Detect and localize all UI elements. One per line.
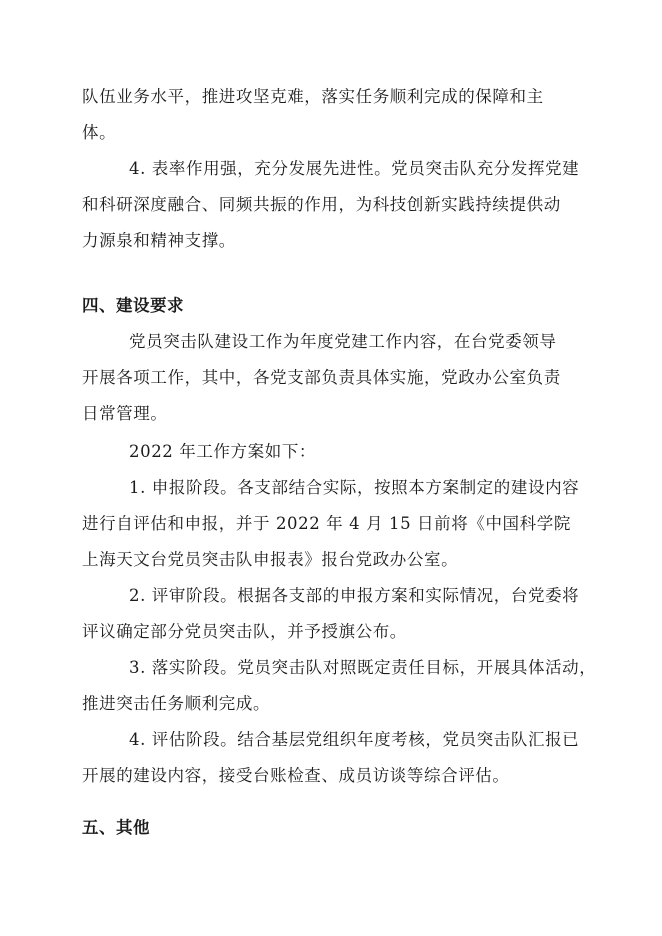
step-line: 上海天文台党员突击队申报表》报台党政办公室。 — [82, 550, 459, 569]
paragraph-line: 体。 — [82, 123, 117, 142]
step-line: 4. 评估阶段。结合基层党组织年度考核，党员突击队汇报已 — [129, 730, 580, 749]
paragraph-line: 和科研深度融合、同频共振的作用，为科技创新实践持续提供动 — [82, 195, 561, 214]
paragraph-line: 力源泉和精神支撑。 — [82, 231, 236, 250]
step-line: 2. 评审阶段。根据各支部的申报方案和实际情况，台党委将 — [129, 586, 580, 605]
section-heading-5: 五、其他 — [82, 818, 150, 837]
step-line: 1. 申报阶段。各支部结合实际，按照本方案制定的建设内容 — [129, 478, 580, 497]
step-line: 推进突击任务顺利完成。 — [82, 694, 271, 713]
step-line: 评议确定部分党员突击队，并予授旗公布。 — [82, 622, 407, 641]
paragraph-line: 党员突击队建设工作为年度党建工作内容，在台党委领导 — [129, 332, 557, 351]
paragraph-line: 4. 表率作用强，充分发展先进性。党员突击队充分发挥党建 — [129, 159, 580, 178]
plan-title: 2022 年工作方案如下： — [129, 442, 317, 461]
step-line: 进行自评估和申报，并于 2022 年 4 月 15 日前将《中国科学院 — [82, 514, 571, 533]
step-line: 开展的建设内容，接受台账检查、成员访谈等综合评估。 — [82, 766, 510, 785]
paragraph-line: 队伍业务水平，推进攻坚克难，落实任务顺利完成的保障和主 — [82, 87, 544, 106]
step-line: 3. 落实阶段。党员突击队对照既定责任目标，开展具体活动， — [129, 658, 597, 677]
paragraph-line: 日常管理。 — [82, 404, 168, 423]
paragraph-line: 开展各项工作，其中，各党支部负责具体实施，党政办公室负责 — [82, 368, 561, 387]
section-heading-4: 四、建设要求 — [82, 296, 184, 315]
